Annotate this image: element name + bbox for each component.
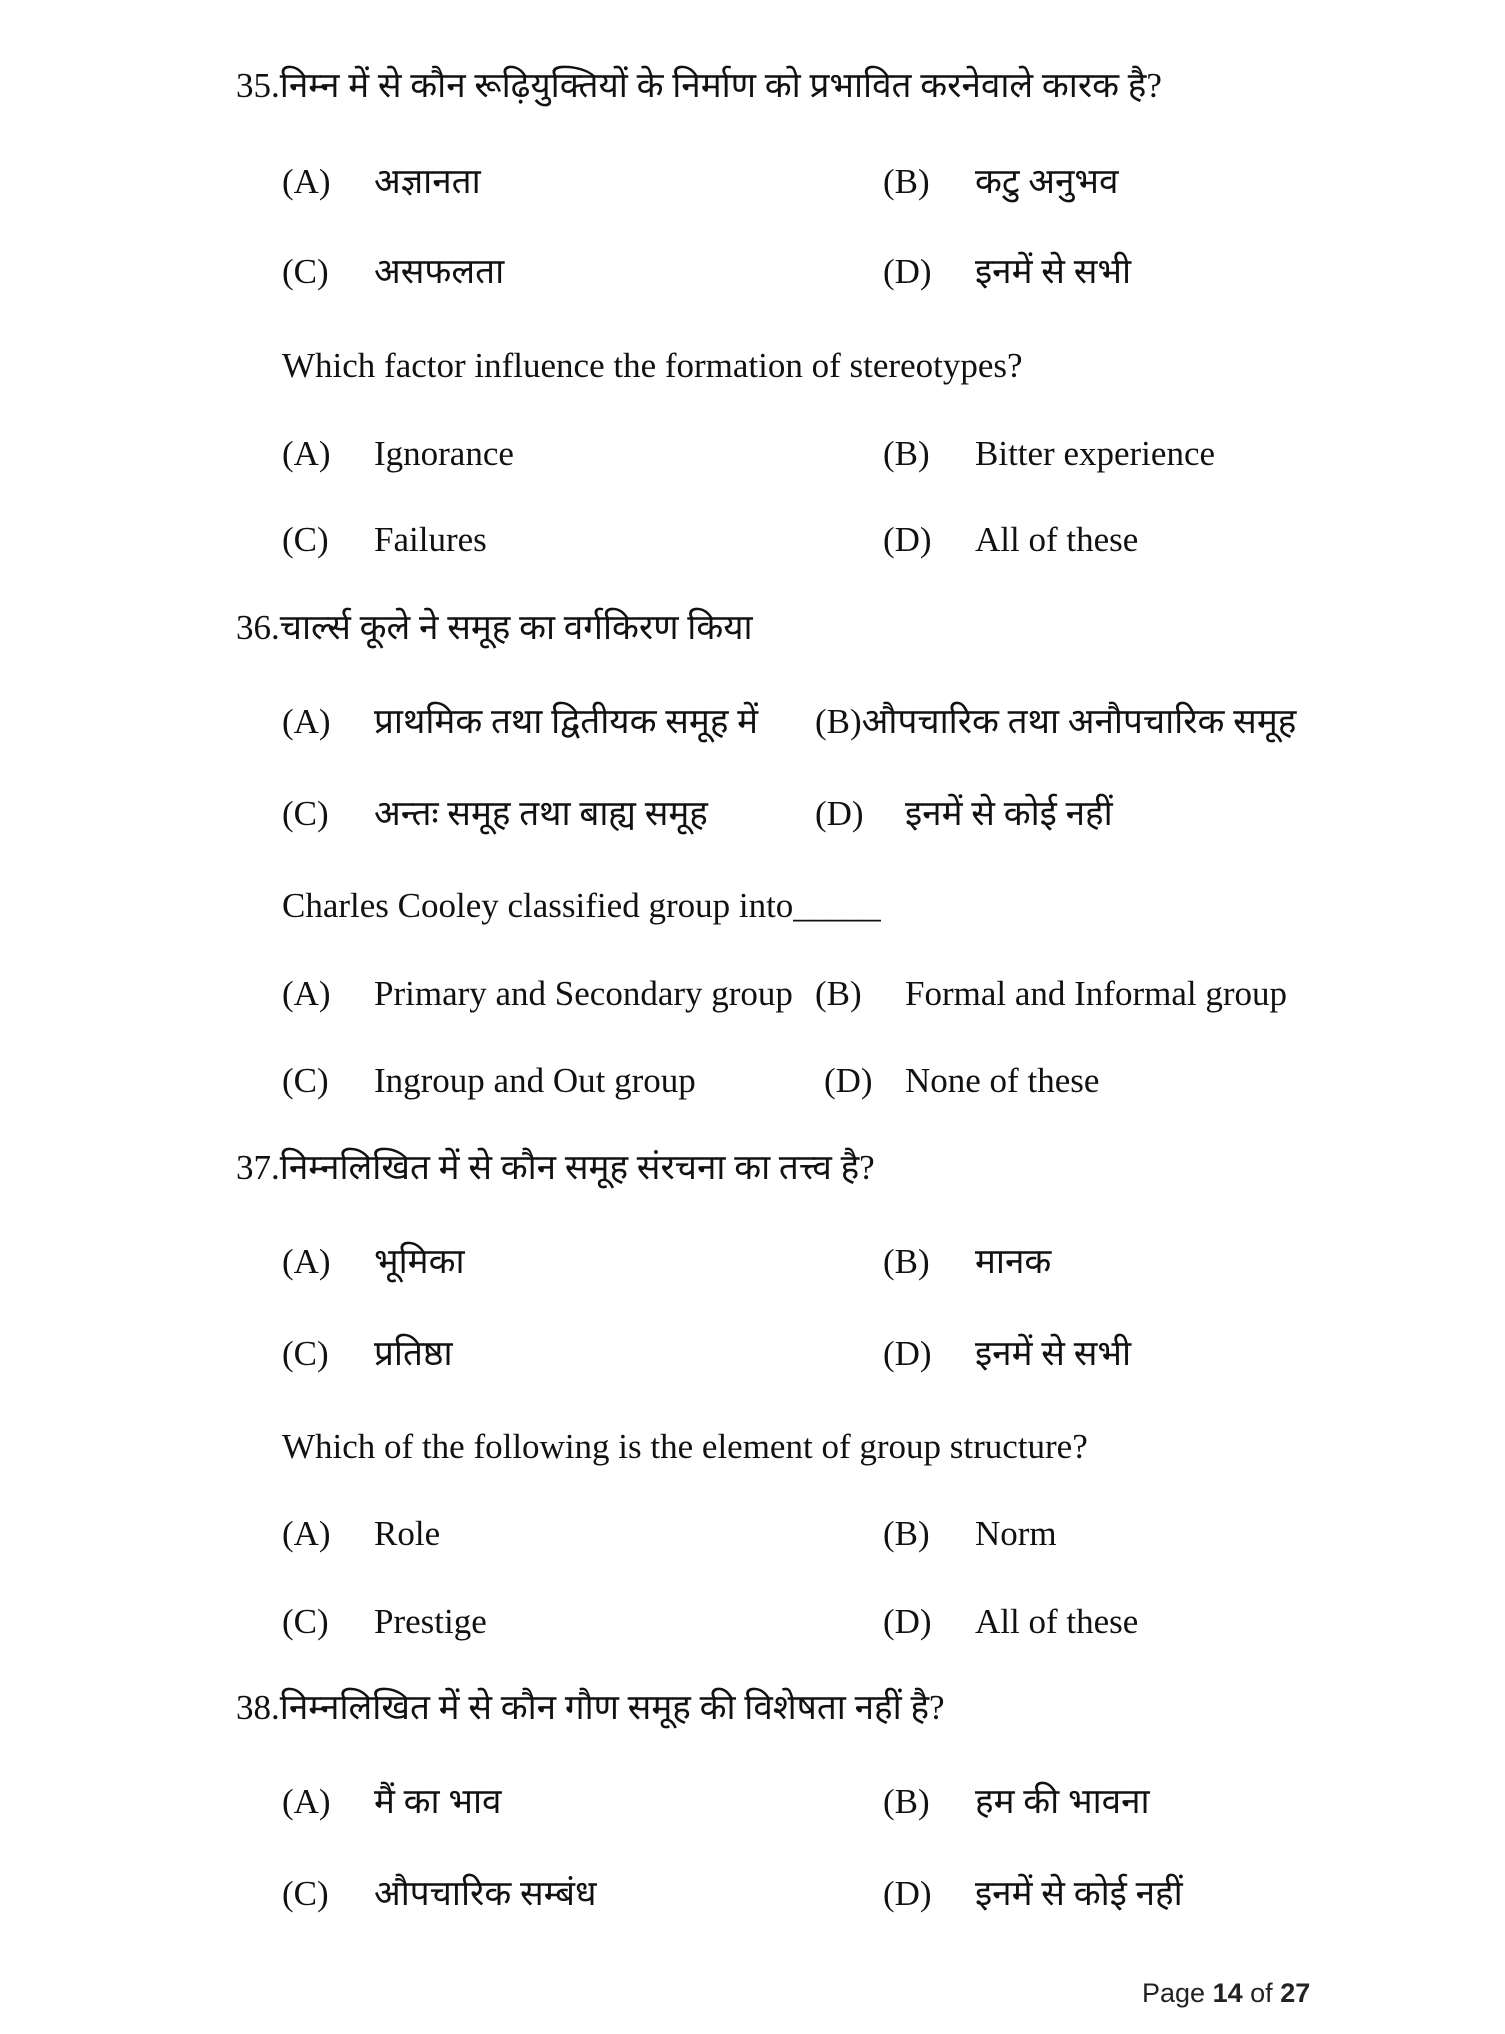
option-d bbox=[883, 1332, 1131, 1376]
option-text: औपचारिक तथा अनौपचारिक समूह bbox=[861, 702, 1297, 741]
option-label: (B) bbox=[883, 162, 930, 201]
option-a bbox=[282, 700, 758, 744]
option-label: (D) bbox=[883, 1334, 932, 1373]
option-d bbox=[883, 1600, 1138, 1644]
option-d bbox=[883, 250, 1131, 294]
option-text: Ignorance bbox=[374, 434, 514, 473]
option-c bbox=[282, 518, 487, 562]
option-text: मानक bbox=[975, 1242, 1052, 1281]
option-label: (B) bbox=[883, 1782, 930, 1821]
question-37-hindi bbox=[236, 1146, 875, 1190]
option-label: (A) bbox=[282, 1514, 331, 1553]
option-label: (A) bbox=[282, 1782, 331, 1821]
option-text: Role bbox=[374, 1514, 441, 1553]
option-text: Norm bbox=[975, 1514, 1057, 1553]
option-text: All of these bbox=[975, 520, 1139, 559]
option-a bbox=[282, 1780, 502, 1824]
option-text: भूमिका bbox=[374, 1242, 465, 1281]
option-b bbox=[883, 160, 1119, 204]
option-d bbox=[883, 1872, 1183, 1916]
option-text: हम की भावना bbox=[975, 1782, 1150, 1821]
option-c bbox=[282, 250, 504, 294]
option-c bbox=[282, 1600, 487, 1644]
option-label: (C) bbox=[282, 1874, 329, 1913]
option-label: (C) bbox=[282, 794, 329, 833]
option-label: (B) bbox=[883, 1242, 930, 1281]
option-text: All of these bbox=[975, 1602, 1139, 1641]
option-c bbox=[282, 792, 708, 836]
option-label: (C) bbox=[282, 520, 329, 559]
question-36-english: Charles Cooley classified group into_____ bbox=[282, 886, 881, 925]
option-text: इनमें से सभी bbox=[975, 252, 1132, 291]
question-text: निम्न में से कौन रूढ़ियुक्तियों के निर्माण को प्रभावित करनेवाले कारक है? bbox=[279, 66, 1162, 105]
option-text: असफलता bbox=[374, 252, 505, 291]
total-pages: 27 bbox=[1280, 1978, 1311, 2008]
option-text: इनमें से कोई नहीं bbox=[975, 1874, 1183, 1913]
option-label: (C) bbox=[282, 1061, 329, 1100]
option-label: (B) bbox=[883, 1514, 930, 1553]
option-label: (D) bbox=[883, 1874, 932, 1913]
option-text: इनमें से कोई नहीं bbox=[905, 794, 1113, 833]
option-b bbox=[815, 972, 1287, 1016]
option-label: (D) bbox=[824, 1061, 873, 1100]
option-b bbox=[883, 1512, 1057, 1556]
option-a bbox=[282, 1240, 465, 1284]
option-c bbox=[282, 1872, 597, 1916]
option-text: कटु अनुभव bbox=[975, 162, 1119, 201]
option-text: None of these bbox=[905, 1061, 1100, 1100]
option-c bbox=[282, 1332, 453, 1376]
option-d bbox=[824, 1059, 1099, 1103]
option-label: (C) bbox=[282, 1334, 329, 1373]
option-text: औपचारिक सम्बंध bbox=[374, 1874, 597, 1913]
option-label: (A) bbox=[282, 162, 331, 201]
option-text: इनमें से सभी bbox=[975, 1334, 1132, 1373]
page-word: Page bbox=[1142, 1978, 1206, 2008]
option-c bbox=[282, 1059, 696, 1103]
question-35-english: Which factor influence the formation of stereotypes? bbox=[282, 346, 1023, 385]
option-label: (D) bbox=[883, 252, 932, 291]
option-label: (A) bbox=[282, 434, 331, 473]
option-label: (A) bbox=[282, 1242, 331, 1281]
option-label: (D) bbox=[883, 1602, 932, 1641]
question-36-hindi bbox=[236, 606, 753, 650]
option-label: (B) bbox=[883, 434, 930, 473]
option-text: प्रतिष्ठा bbox=[374, 1334, 453, 1373]
of-word: of bbox=[1250, 1978, 1273, 2008]
option-b bbox=[815, 700, 1296, 744]
option-text: Prestige bbox=[374, 1602, 487, 1641]
question-number: 36. bbox=[236, 608, 280, 647]
option-a bbox=[282, 972, 793, 1016]
page-number: 14 bbox=[1212, 1978, 1243, 2008]
option-label: (C) bbox=[282, 1602, 329, 1641]
option-label: (D) bbox=[815, 794, 864, 833]
option-text: प्राथमिक तथा द्वितीयक समूह में bbox=[374, 702, 759, 741]
option-b bbox=[883, 432, 1215, 476]
option-label: (D) bbox=[883, 520, 932, 559]
question-number: 37. bbox=[236, 1148, 280, 1187]
question-text: चार्ल्स कूले ने समूह का वर्गकिरण किया bbox=[279, 608, 753, 647]
option-text: Primary and Secondary group bbox=[374, 974, 793, 1013]
question-text: निम्नलिखित में से कौन समूह संरचना का तत्त्व है? bbox=[279, 1148, 875, 1187]
option-text: Bitter experience bbox=[975, 434, 1216, 473]
option-text: अज्ञानता bbox=[374, 162, 481, 201]
option-a bbox=[282, 432, 514, 476]
option-text: Ingroup and Out group bbox=[374, 1061, 696, 1100]
option-label: (A) bbox=[282, 702, 331, 741]
question-37-english: Which of the following is the element of group structure? bbox=[282, 1427, 1088, 1466]
option-d bbox=[883, 518, 1138, 562]
question-35-hindi bbox=[236, 64, 1162, 108]
option-label: (B) bbox=[815, 702, 862, 741]
option-a bbox=[282, 1512, 440, 1556]
option-text: मैं का भाव bbox=[374, 1782, 502, 1821]
page-footer bbox=[1142, 1976, 1310, 2010]
option-text: Failures bbox=[374, 520, 487, 559]
option-d bbox=[815, 792, 1113, 836]
question-38-hindi bbox=[236, 1686, 945, 1730]
option-b bbox=[883, 1240, 1051, 1284]
option-label: (C) bbox=[282, 252, 329, 291]
option-text: Formal and Informal group bbox=[905, 974, 1287, 1013]
option-label: (B) bbox=[815, 974, 862, 1013]
option-label: (A) bbox=[282, 974, 331, 1013]
option-text: अन्तः समूह तथा बाह्य समूह bbox=[374, 794, 708, 833]
question-number: 35. bbox=[236, 66, 280, 105]
option-a bbox=[282, 160, 481, 204]
question-number: 38. bbox=[236, 1688, 280, 1727]
option-b bbox=[883, 1780, 1150, 1824]
question-text: निम्नलिखित में से कौन गौण समूह की विशेषता नहीं है? bbox=[279, 1688, 945, 1727]
